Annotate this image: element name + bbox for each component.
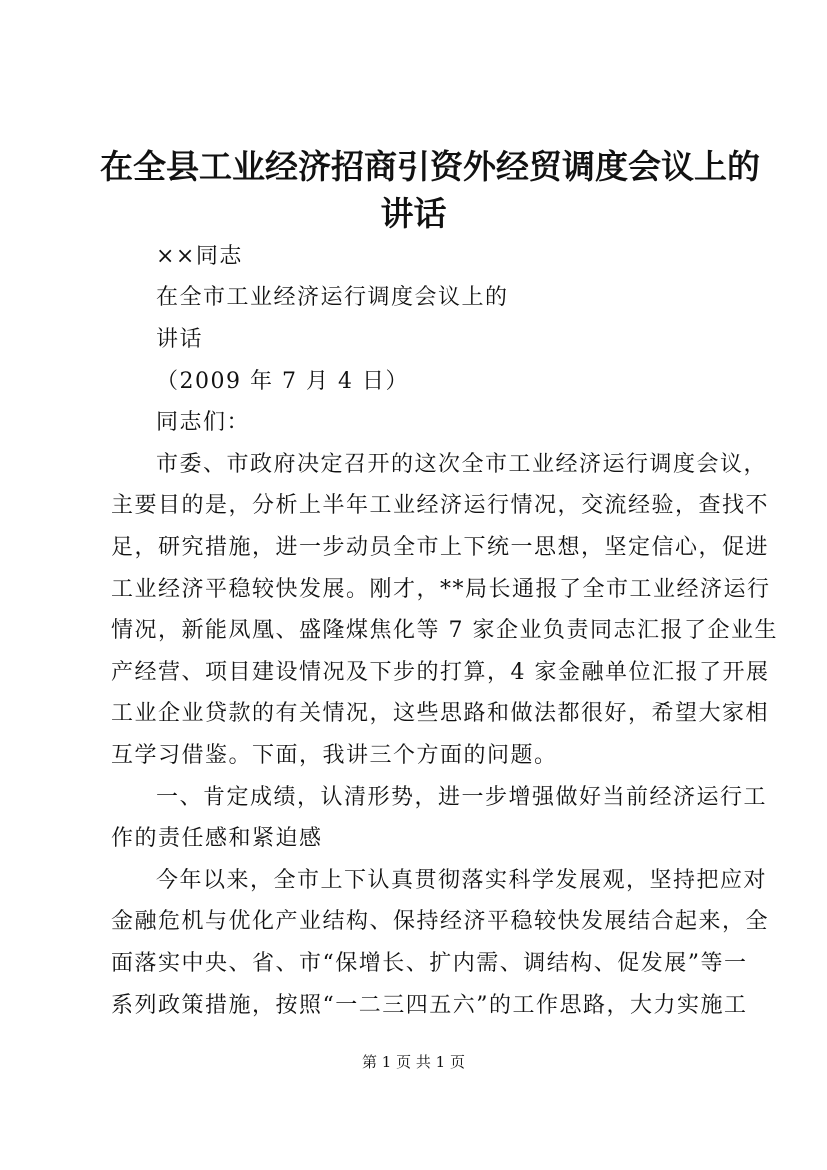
paragraph-2-line: 面落实中央、省、市“保增长、扩内需、调结构、促发展”等一 [111,951,748,976]
document-title-line-1: 在全县工业经济招商引资外经贸调度会议上的 [100,147,760,186]
speech-date: （2009 年 7 月 4 日） [156,369,409,394]
paragraph-2-line: 金融危机与优化产业结构、保持经济平稳较快发展结合起来，全 [111,909,770,934]
paragraph-1-line: 工业企业贷款的有关情况，这些思路和做法都很好，希望大家相 [111,701,770,726]
paragraph-1-line: 产经营、项目建设情况及下步的打算，4 家金融单位汇报了开展 [111,660,770,685]
subtitle-line-2: 讲话 [156,327,204,352]
speaker-name: ××同志 [156,244,243,269]
paragraph-1-line: 足，研究措施，进一步动员全市上下统一思想，坚定信心，促进 [111,535,770,560]
section-1-heading-line: 作的责任感和紧迫感 [111,826,323,851]
subtitle-line-1: 在全市工业经济运行调度会议上的 [156,285,509,310]
paragraph-1-line: 互学习借鉴。下面，我讲三个方面的问题。 [111,743,558,768]
paragraph-1-line: 主要目的是，分析上半年工业经济运行情况，交流经验，查找不 [111,493,770,518]
paragraph-2-line: 系列政策措施，按照“一二三四五六”的工作思路，大力实施工 [111,993,748,1018]
paragraph-2-line: 今年以来，全市上下认真贯彻落实科学发展观，坚持把应对 [156,868,768,893]
section-1-heading-line: 一、肯定成绩，认清形势，进一步增强做好当前经济运行工 [156,785,768,810]
greeting: 同志们： [156,410,251,435]
paragraph-1-line: 工业经济平稳较快发展。刚才，**局长通报了全市工业经济运行 [111,577,771,602]
paragraph-1-line: 市委、市政府决定召开的这次全市工业经济运行调度会议， [156,452,768,477]
document-title-line-2: 讲话 [380,194,447,233]
paragraph-1-line: 情况，新能凤凰、盛隆煤焦化等 7 家企业负责同志汇报了企业生 [111,618,778,643]
page-number-footer: 第 1 页 共 1 页 [362,1053,465,1071]
